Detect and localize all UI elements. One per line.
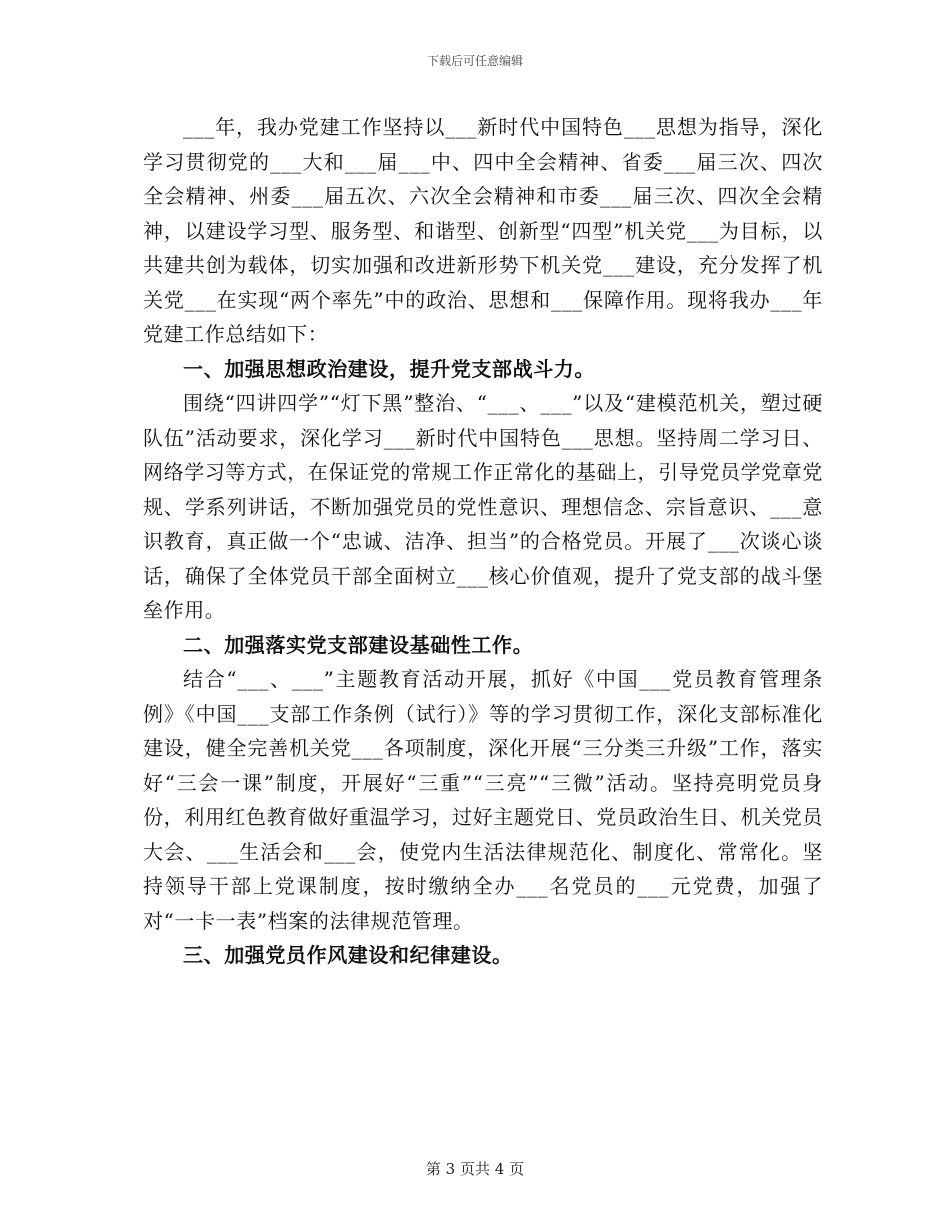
section-2-paragraph: 结合“___、___”主题教育活动开展，抓好《中国___党员教育管理条例》《中国___支部工作条例（试行）》等的学习贯彻工作，深化支部标准化建设，健全完善机关党___各项制度，深化开展“三分类三升级”工作，落实好“三会一课”制度，开展好“三重”“三亮”“三微”活动。坚持亮明党员身份，利用红色教育做好重温学习，过好主题党日、党员政治生日、机关党员大会、___生活会和___会，使党内生活法律规范化、制度化、常常化。坚持领导干部上党课制度，按时缴纳全办___名党员的___元党费，加强了对“一卡一表”档案的法律规范管理。 xyxy=(143,667,823,933)
section-1-paragraph: 围绕“四讲四学”“灯下黑”整治、“___、___”以及“建模范机关，塑过硬队伍”活动要求，深化学习___新时代中国特色___思想。坚持周二学习日、网络学习等方式，在保证党的常规工作正常化的基础上，引导党员学党章党规、学系列讲话，不断加强党员的党性意识、理想信念、宗旨意识、___意识教育，真正做一个“忠诚、洁净、担当”的合格党员。开展了___次谈心谈话，确保了全体党员干部全面树立___核心价值观，提升了党支部的战斗堡垒作用。 xyxy=(143,391,823,622)
document-body xyxy=(143,110,823,973)
section-heading-3: 三、加强党员作风建设和纪律建设。 xyxy=(183,943,513,967)
page-footer: 第 3 页共 4 页 xyxy=(425,1160,525,1178)
intro-paragraph: ___年，我办党建工作坚持以___新时代中国特色___思想为指导，深化学习贯彻党的___大和___届___中、四中全会精神、省委___届三次、四次全会精神、州委___届五次、六次全会精神和市委___届三次、四次全会精神，以建设学习型、服务型、和谐型、创新型“四型”机关党___为目标，以共建共创为载体，切实加强和改进新形势下机关党___建设，充分发挥了机关党___在实现“两个率先”中的政治、思想和___保障作用。现将我办___年党建工作总结如下： xyxy=(143,115,823,346)
section-heading-1: 一、加强思想政治建设，提升党支部战斗力。 xyxy=(183,356,595,381)
section-heading-2: 二、加强落实党支部建设基础性工作。 xyxy=(183,632,534,657)
page-header: 下载后可任意编辑 xyxy=(426,54,523,68)
